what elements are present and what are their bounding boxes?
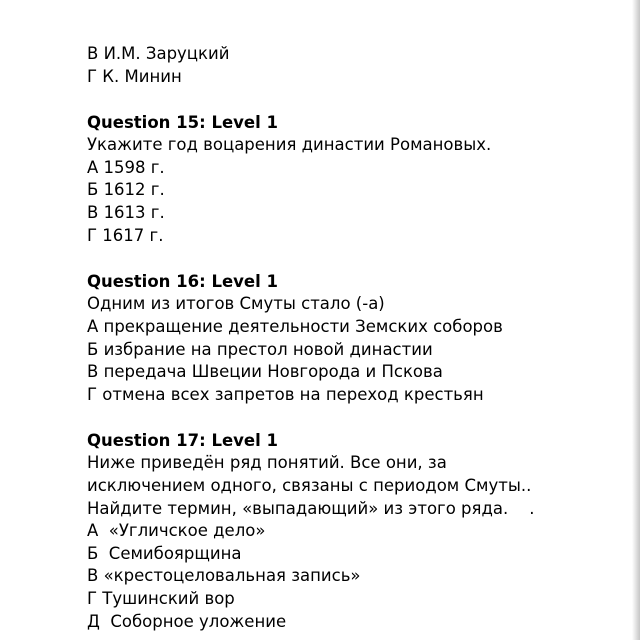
q17-option-v: В «крестоцеловальная запись» bbox=[87, 566, 361, 586]
q16-option-g: Г отмена всех запретов на переход крестьян bbox=[87, 384, 484, 404]
q16-option-b: Б избрание на престол новой династии bbox=[87, 339, 433, 359]
q17-prompt-line-2: исключением одного, связаны с периодом Смуты.. bbox=[87, 476, 532, 495]
q15-option-b: Б 1612 г. bbox=[87, 180, 165, 200]
q17-prompt-line-1: Ниже приведён ряд понятий. Все они, за bbox=[87, 453, 447, 473]
q16-option-v: В передача Швеции Новгорода и Пскова bbox=[87, 362, 443, 382]
q17-option-d: Д Соборное уложение bbox=[87, 611, 287, 631]
q17-option-g: Г Тушинский вор bbox=[87, 588, 235, 608]
document-content bbox=[87, 43, 607, 633]
q14-option-g: Г К. Минин bbox=[87, 66, 182, 86]
spacer bbox=[87, 406, 607, 430]
q17-option-b: Б Семибоярщина bbox=[87, 543, 242, 563]
q14-option-v: В И.М. Заруцкий bbox=[87, 44, 230, 63]
q16-prompt: Одним из итогов Смуты стало (-а) bbox=[87, 294, 385, 314]
q17-option-a: А «Угличское дело» bbox=[87, 521, 266, 541]
q15-option-v: В 1613 г. bbox=[87, 203, 165, 223]
spacer bbox=[87, 88, 607, 112]
q16-heading: Question 16: Level 1 bbox=[87, 271, 278, 291]
q15-option-g: Г 1617 г. bbox=[87, 225, 164, 245]
q16-option-a: А прекращение деятельности Земских соборов bbox=[87, 316, 503, 336]
q17-prompt-line-3: Найдите термин, «выпадающий» из этого ряда. . bbox=[87, 498, 535, 518]
q15-prompt: Укажите год воцарения династии Романовых. bbox=[87, 135, 492, 155]
page-edge-shadow bbox=[632, 0, 640, 640]
spacer bbox=[87, 247, 607, 271]
q17-heading: Question 17: Level 1 bbox=[87, 430, 278, 450]
q15-heading: Question 15: Level 1 bbox=[87, 112, 278, 132]
q15-option-a: А 1598 г. bbox=[87, 157, 165, 177]
